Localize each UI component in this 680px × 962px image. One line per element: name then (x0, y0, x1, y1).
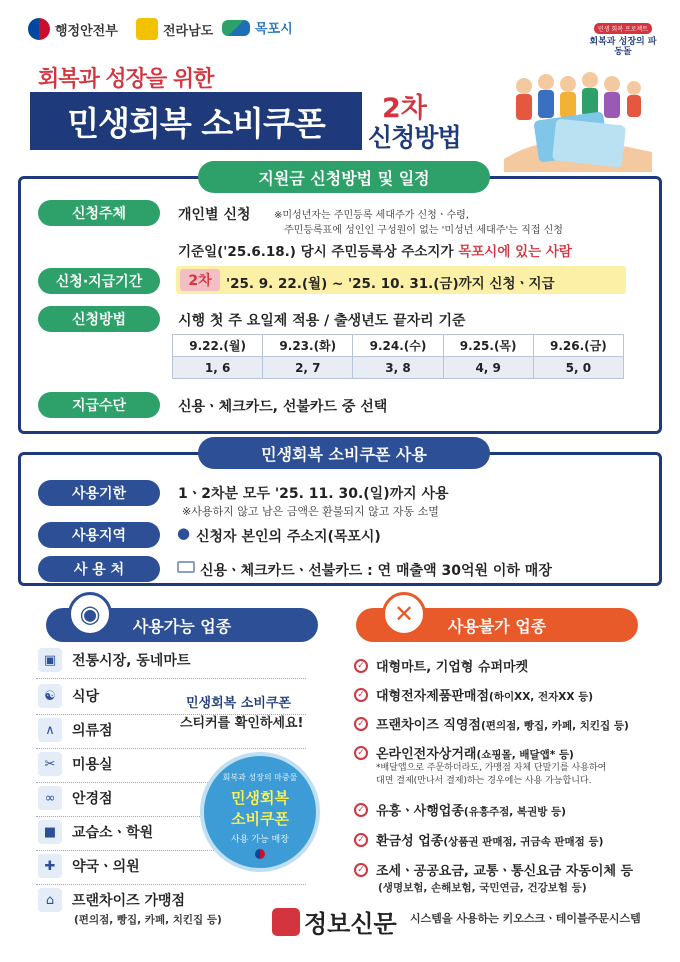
place-label: 사 용 처 (38, 556, 160, 582)
location-circle-icon: ◉ (68, 592, 112, 636)
apply-section-title: 지원금 신청방법 및 일정 (198, 161, 490, 193)
allowed-item (38, 888, 185, 912)
use-section-title: 민생회복 소비쿠폰 사용 (198, 437, 490, 469)
hanger-icon: ∧ (38, 718, 62, 742)
campaign-badge-small: 민생 회복 프로젝트 (594, 23, 652, 34)
sticker-main-2: 소비쿠폰 (231, 810, 289, 828)
forbidden-item-extra: (상품권 판매점, 귀금속 판매점 등) (443, 836, 604, 848)
check-icon: ✓ (354, 863, 368, 877)
forbidden-item-label (376, 685, 593, 704)
base-date-highlight: 목포시에 있는 사람 (458, 244, 572, 260)
logo-mokpo-label: 목포시 (255, 22, 293, 37)
allowed-title: 사용가능 업종 (46, 608, 318, 642)
online-note-1: *배달앱으로 주문하더라도, 가맹점 자체 단말기를 사용하여 (376, 763, 607, 773)
forbidden-item-extra: (쇼핑몰, 배달앱* 등) (476, 749, 574, 761)
subject-value: 개인별 신청 (178, 207, 251, 223)
hair-icon: ✂ (38, 752, 62, 776)
allowed-item (38, 684, 99, 708)
method-value: 시행 첫 주 요일제 적용 / 출생년도 끝자리 기준 (178, 313, 466, 329)
allowed-item (38, 854, 140, 878)
sticker-top: 회복과 성장의 마중물 (222, 773, 298, 782)
forbidden-item (354, 830, 603, 849)
basket-icon: ▣ (38, 648, 62, 672)
period-label: 신청·지급기간 (38, 268, 160, 294)
check-icon: ✓ (354, 659, 368, 673)
watermark-text: 정보신문 (304, 910, 397, 938)
forbidden-item-label (376, 830, 603, 849)
card-icon (177, 561, 195, 573)
allowed-item-label: 교습소ㆍ학원 (72, 825, 154, 841)
sticker-notice-1: 민생회복 소비쿠폰 (186, 696, 291, 711)
schedule-day: 9.26.(금) (533, 335, 623, 357)
forbidden-item-main: 대형전자제품판매점 (376, 689, 490, 704)
subject-note-1: ※미성년자는 주민등록 세대주가 신청ㆍ수령, (274, 210, 469, 221)
logo-jeonnam (136, 18, 213, 40)
sticker-sub: 사용 가능 매장 (231, 835, 289, 845)
region-label: 사용지역 (38, 522, 160, 548)
schedule-digit: 5, 0 (533, 357, 623, 379)
schedule-day: 9.22.(월) (173, 335, 263, 357)
allowed-item-label: 의류점 (72, 723, 113, 739)
location-pin-icon: ● (177, 524, 191, 542)
watermark-logo-icon (272, 908, 300, 936)
people-group (516, 72, 641, 120)
x-circle-icon: ✕ (382, 592, 426, 636)
forbidden-item-main: 환금성 업종 (376, 834, 444, 849)
watermark (268, 902, 401, 941)
check-icon: ✓ (354, 803, 368, 817)
restaurant-icon: ☯ (38, 684, 62, 708)
forbidden-item (354, 656, 528, 675)
glasses-icon: ∞ (38, 786, 62, 810)
forbidden-item (354, 800, 566, 819)
forbidden-item-extra: (편의점, 빵집, 카페, 치킨집 등) (481, 720, 629, 732)
campaign-badge-main: 회복과 성장의 파동돌 (589, 37, 657, 57)
schedule-digit: 3, 8 (353, 357, 443, 379)
schedule-days-row (173, 335, 624, 357)
subject-label: 신청주체 (38, 200, 160, 226)
schedule-digit: 4, 9 (443, 357, 533, 379)
campaign-badge (588, 16, 658, 57)
title-method: 신청방법 (368, 123, 461, 152)
means-value: 신용ㆍ체크카드, 선불카드 중 선택 (178, 399, 388, 415)
forbidden-item-main: 프랜차이즈 직영점 (376, 718, 481, 733)
deadline-note: ※사용하지 않고 남은 금액은 환불되지 않고 자동 소멸 (182, 505, 439, 518)
deadline-label: 사용기한 (38, 480, 160, 506)
schedule-digit: 1, 6 (173, 357, 263, 379)
schedule-digits-row (173, 357, 624, 379)
mokpo-icon (222, 20, 250, 36)
forbidden-item (354, 714, 629, 733)
forbidden-item-label (376, 656, 528, 675)
bus-icon: ■ (38, 820, 62, 844)
sticker-notice-2: 스티커를 확인하세요! (180, 716, 304, 731)
schedule-day: 9.25.(목) (443, 335, 533, 357)
logo-mokpo (222, 18, 293, 37)
allowed-item (38, 820, 153, 844)
jeonnam-icon (136, 18, 158, 40)
allowed-item (38, 648, 190, 672)
forbidden-item-extra: (하이XX, 전자XX 등) (489, 691, 594, 703)
taegeuk-icon (28, 18, 50, 40)
forbidden-item-label (376, 860, 633, 879)
forbidden-item-main: 유흥ㆍ사행업종 (376, 804, 464, 819)
kiosk-line: 시스템을 사용하는 키오스크ㆍ테이블주문시스템 (410, 912, 641, 925)
subject-note-2: 주민등록표에 성인인 구성원이 없는 '미성년 세대주'는 직접 신청 (284, 225, 563, 236)
forbidden-item (354, 685, 593, 704)
check-icon: ✓ (354, 746, 368, 760)
forbidden-item-main: 대형마트, 기업형 슈퍼마켓 (376, 660, 529, 675)
schedule-digit: 2, 7 (263, 357, 353, 379)
allowed-item-label: 프랜차이즈 가맹점 (72, 893, 186, 909)
place-value: 신용ㆍ체크카드ㆍ선불카드 : 연 매출액 30억원 이하 매장 (200, 563, 552, 579)
check-icon: ✓ (354, 833, 368, 847)
hospital-icon: ✚ (38, 854, 62, 878)
forbidden-item-label (376, 714, 629, 733)
allowed-item (38, 752, 113, 776)
logo-jeonnam-label: 전라남도 (163, 23, 214, 39)
region-value: 신청자 본인의 주소지(목포시) (196, 529, 381, 545)
title-round: 2차 (382, 93, 427, 124)
base-date (178, 240, 572, 260)
sticker-main-1: 민생회복 (231, 789, 289, 807)
period-value: '25. 9. 22.(월) ~ '25. 10. 31.(금)까지 신청ㆍ지급 (226, 276, 555, 292)
logo-mois-label: 행정안전부 (55, 23, 118, 39)
schedule-table (172, 334, 624, 379)
allowed-item-label: 약국ㆍ의원 (72, 859, 140, 875)
card-shape-2 (552, 118, 626, 167)
store-sticker (200, 752, 320, 872)
online-note-2: 대면 결제(만나서 결제)하는 경우에는 사용 가능합니다. (376, 776, 592, 786)
forbidden-item-main: 온라인전자상거래 (376, 747, 477, 762)
means-label: 지급수단 (38, 392, 160, 418)
page-subtitle: 회복과 성장을 위한 (38, 67, 214, 92)
divider (36, 884, 306, 885)
tax-note: (생명보험, 손해보험, 국민연금, 건강보험 등) (378, 882, 587, 894)
forbidden-item-extra: (유흥주점, 복권방 등) (463, 806, 566, 818)
people-card-illustration (484, 64, 664, 174)
forbidden-item-main: 조세ㆍ공공요금, 교통ㆍ통신요금 자동이체 등 (376, 864, 634, 879)
allowed-item-label: 안경점 (72, 791, 113, 807)
base-date-prefix: 기준일('25.6.18.) 당시 주민등록상 주소지가 (178, 244, 459, 260)
check-icon: ✓ (354, 717, 368, 731)
store-icon: ⌂ (38, 888, 62, 912)
franchise-sub: (편의점, 빵집, 카페, 치킨집 등) (74, 914, 222, 926)
forbidden-title: 사용불가 업종 (356, 608, 638, 642)
allowed-item-label: 전통시장, 동네마트 (72, 653, 191, 669)
deadline-value: 1ㆍ2차분 모두 '25. 11. 30.(일)까지 사용 (178, 486, 449, 502)
check-icon: ✓ (354, 688, 368, 702)
forbidden-item (354, 743, 574, 762)
divider (36, 748, 306, 749)
allowed-item-label: 식당 (72, 689, 100, 705)
allowed-item (38, 718, 113, 742)
divider (36, 678, 306, 679)
schedule-day: 9.23.(화) (263, 335, 353, 357)
forbidden-item (354, 860, 633, 879)
forbidden-item-label (376, 743, 574, 762)
allowed-item-label: 미용실 (72, 757, 113, 773)
schedule-day: 9.24.(수) (353, 335, 443, 357)
forbidden-item-label (376, 800, 566, 819)
emblem-icon (255, 849, 265, 859)
allowed-item (38, 786, 113, 810)
logo-mois (28, 18, 118, 40)
period-round-badge: 2차 (180, 269, 220, 291)
method-label: 신청방법 (38, 306, 160, 332)
page-title: 민생회복 소비쿠폰 (30, 92, 362, 150)
